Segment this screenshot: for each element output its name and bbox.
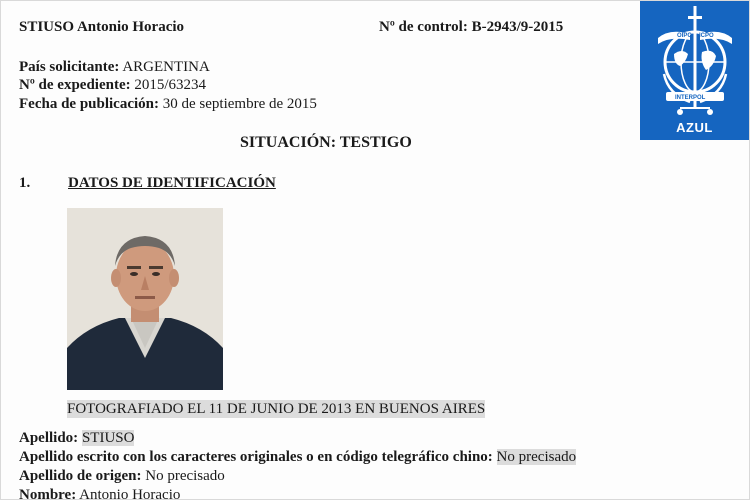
- interpol-emblem-icon: [650, 4, 740, 118]
- surname-label: Apellido:: [19, 430, 79, 446]
- field-surname: [19, 429, 134, 447]
- status-heading: SITUACIÓN: TESTIGO: [240, 134, 412, 151]
- original-value: No precisado: [496, 449, 577, 465]
- section-number: 1.: [19, 175, 31, 191]
- requesting-country: [19, 58, 210, 76]
- published-value: 30 de septiembre de 2015: [162, 96, 317, 112]
- emblem-text-oipc: OIPC: [677, 33, 692, 39]
- control-label: Nº de control:: [379, 19, 468, 35]
- country-value: ARGENTINA: [122, 59, 210, 75]
- field-original-script: [19, 448, 576, 466]
- country-label: País solicitante:: [19, 59, 120, 75]
- emblem-text-interpol: INTERPOL: [675, 95, 706, 101]
- surname-value: STIUSO: [81, 430, 135, 446]
- control-number: [379, 18, 563, 36]
- field-forename: [19, 486, 180, 500]
- subject-photo: [67, 208, 223, 390]
- origin-value: No precisado: [145, 468, 225, 484]
- file-label: Nº de expediente:: [19, 77, 131, 93]
- emblem-text-icpo: ICPO: [699, 33, 714, 39]
- original-label: Apellido escrito con los caracteres originales o en código telegráfico chino:: [19, 449, 493, 465]
- origin-label: Apellido de origen:: [19, 468, 142, 484]
- file-value: 2015/63234: [134, 77, 207, 93]
- subject-portrait-image: [67, 208, 223, 390]
- photo-caption: FOTOGRAFIADO EL 11 DE JUNIO DE 2013 EN BUENOS AIRES: [67, 401, 486, 417]
- field-origin-surname: [19, 467, 225, 485]
- publication-date: [19, 95, 317, 113]
- published-label: Fecha de publicación:: [19, 96, 160, 112]
- subject-name: STIUSO Antonio Horacio: [19, 19, 185, 35]
- forename-value: Antonio Horacio: [79, 487, 181, 500]
- blue-notice-badge: [640, 1, 749, 140]
- control-value: B-2943/9-2015: [471, 19, 564, 35]
- forename-label: Nombre:: [19, 487, 77, 500]
- section-title: DATOS DE IDENTIFICACIÓN: [68, 175, 276, 191]
- notice-color-label: AZUL: [676, 120, 713, 135]
- file-number: [19, 76, 206, 94]
